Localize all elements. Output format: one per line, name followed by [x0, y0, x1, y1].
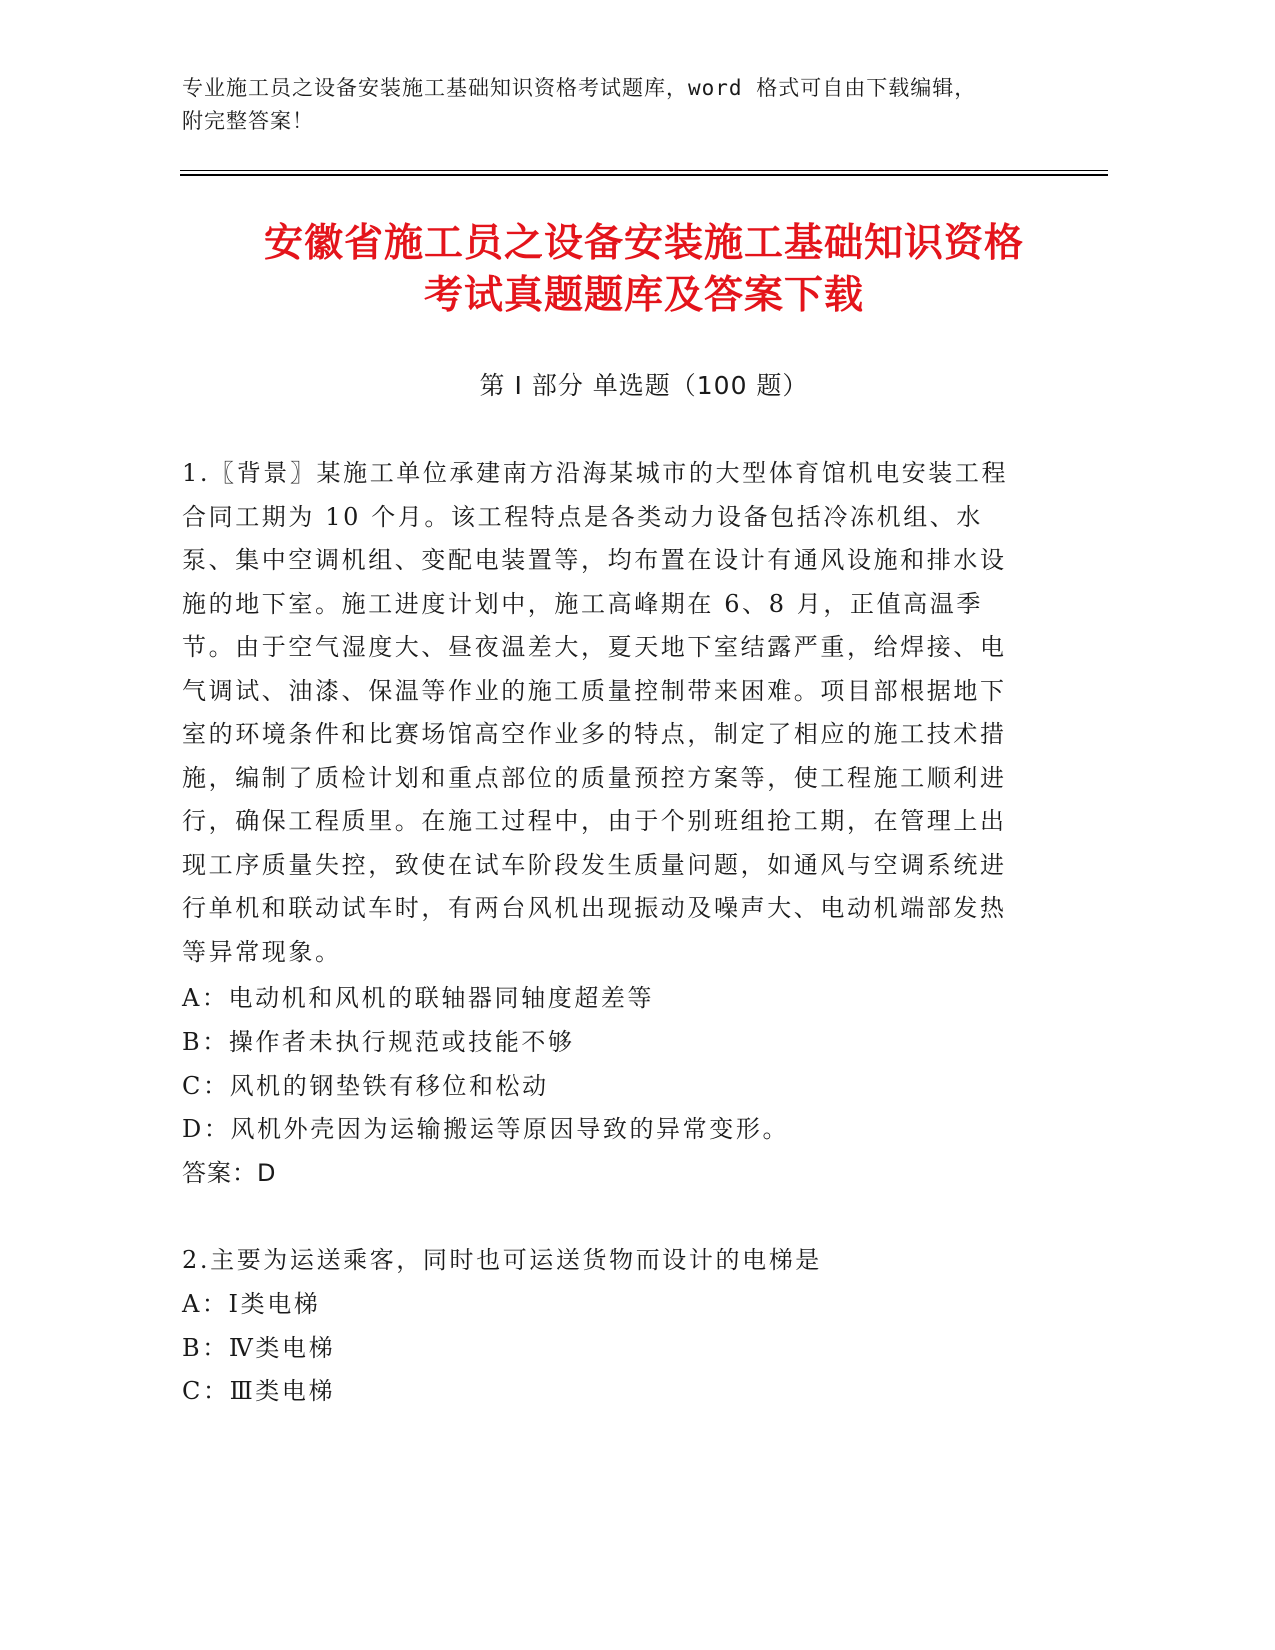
question-2-option-a: A：Ⅰ类电梯 [182, 1290, 321, 1318]
question-1-option-c: C：风机的钢垫铁有移位和松动 [182, 1072, 549, 1100]
header-note-line-1: 专业施工员之设备安装施工基础知识资格考试题库，word 格式可自由下载编辑， [182, 76, 977, 100]
header-divider-thick [180, 174, 1108, 176]
question-2-option-b: B：Ⅳ类电梯 [182, 1334, 336, 1362]
question-1-answer: 答案：D [182, 1159, 277, 1187]
question-1-option-a: A：电动机和风机的联轴器同轴度超差等 [182, 984, 655, 1012]
header-note [182, 72, 1082, 138]
document-title-line-1: 安徽省施工员之设备安装施工基础知识资格 [263, 221, 1024, 266]
section-title: 第 I 部分 单选题（100 题） [479, 371, 809, 400]
question-2-option-c: C：Ⅲ类电梯 [182, 1377, 336, 1405]
question-1-option-b: B：操作者未执行规范或技能不够 [182, 1028, 575, 1056]
question-2-stem: 2.主要为运送乘客，同时也可运送货物而设计的电梯是 [182, 1246, 822, 1274]
header-divider-thin [180, 170, 1108, 171]
question-1-option-d: D：风机外壳因为运输搬运等原因导致的异常变形。 [182, 1115, 790, 1143]
question-1-stem: 1.〖背景〗某施工单位承建南方沿海某城市的大型体育馆机电安装工程合同工期为 10 个月。该工程特点是各类动力设备包括冷冻机组、水泵、集中空调机组、变配电装置等，均布置在设计有通风设施和排水设施的地下室。施工进度计划中，施工高峰期在 6、8 月，正值高温季节。由于空气湿度大、昼夜温差大，夏天地下室结露严重，给焊接、电气调试、油漆、保温等作业的施工质量控制带来困难。项目部根据地下室的环境条件和比赛场馆高空作业多的特点，制定了相应的施工技术措施，编制了质检计划和重点部位的质量预控方案等，使工程施工顺利进行，确保工程质里。在施工过程中，由于个别班组抢工期，在管理上出现工序质量失控，致使在试车阶段发生质量问题，如通风与空调系统进行单机和联动试车时，有两台风机出现振动及噪声大、电动机端部发热等异常现象。 [182, 459, 1009, 966]
document-title-line-2: 考试真题题库及答案下载 [423, 273, 864, 318]
document-title [180, 218, 1108, 322]
header-note-line-2: 附完整答案！ [182, 109, 314, 133]
